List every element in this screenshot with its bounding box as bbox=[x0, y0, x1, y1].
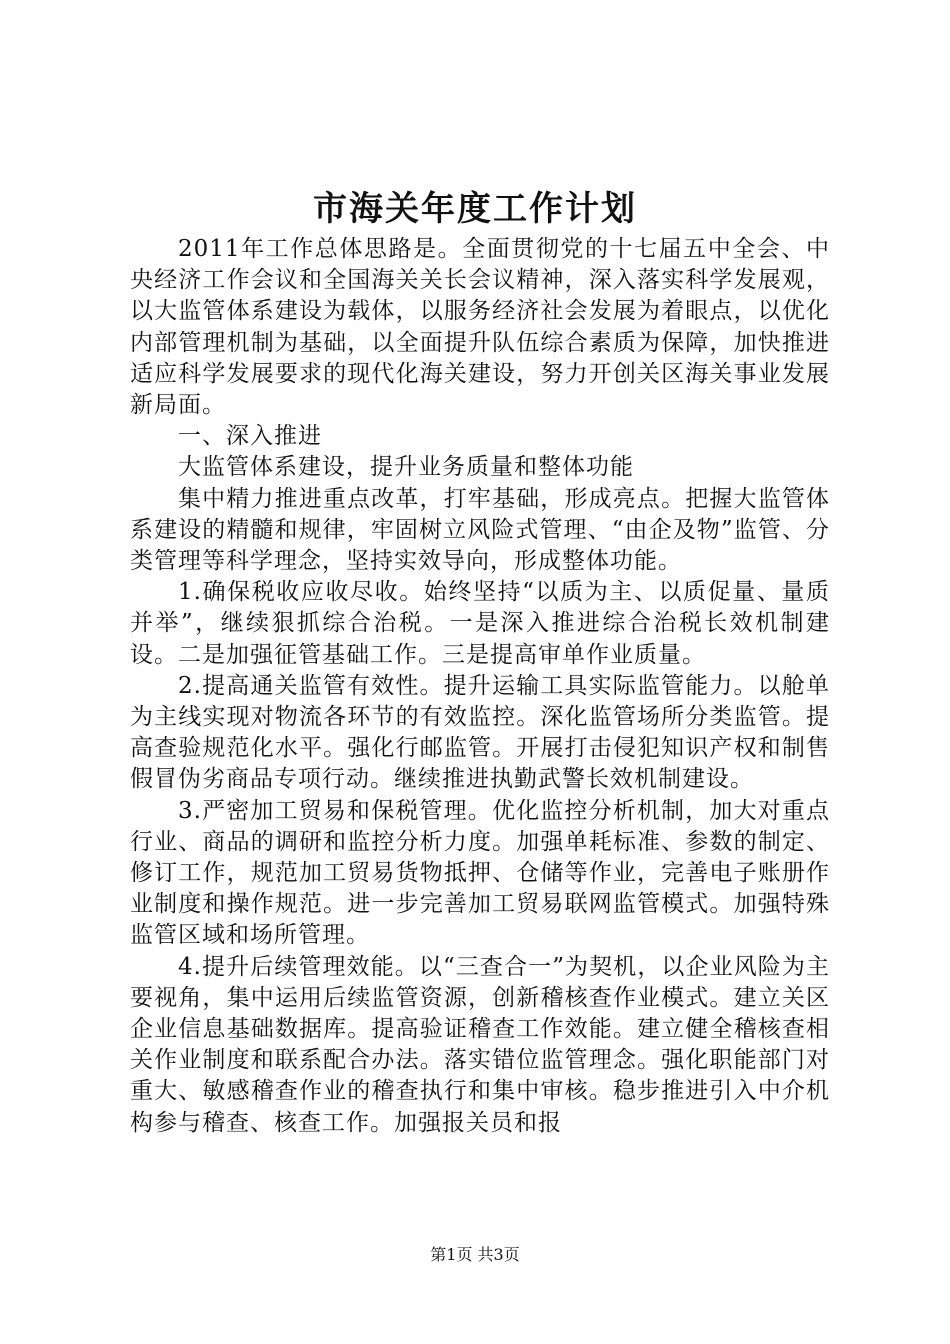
section-subheading: 大监管体系建设，提升业务质量和整体功能 bbox=[178, 454, 634, 481]
page-number-footer: 第1页 共3页 bbox=[430, 1245, 520, 1264]
paragraph-item-2: 2.提高通关监管有效性。提升运输工具实际监管能力。以舱单为主线实现对物流各环节的有效监控。深化监管场所分类监管。提高查验规范化水平。强化行邮监管。开展打击侵犯知识产权和制售假冒伪劣商品专项行动。继续推进执勤武警长效机制建设。 bbox=[130, 672, 830, 793]
document-title: 市海关年度工作计划 bbox=[313, 189, 637, 229]
paragraph-focus: 集中精力推进重点改革，打牢基础，形成亮点。把握大监管体系建设的精髓和规律，牢固树立风险式管理、“由企及物”监管、分类管理等科学理念，坚持实效导向，形成整体功能。 bbox=[130, 485, 830, 575]
paragraph-item-1: 1.确保税收应收尽收。始终坚持“以质为主、以质促量、量质并举”，继续狠抓综合治税。一是深入推进综合治税长效机制建设。二是加强征管基础工作。三是提高审单作业质量。 bbox=[130, 579, 830, 668]
paragraph-item-4: 4.提升后续管理效能。以“三查合一”为契机，以企业风险为主要视角，集中运用后续监管资源，创新稽核查作业模式。建立关区企业信息基础数据库。提高验证稽查工作效能。建立健全稽核查相关作业制度和联系配合办法。落实错位监管理念。强化职能部门对重大、敏感稽查作业的稽查执行和集中审核。稳步推进引入中介机构参与稽查、核查工作。加强报关员和报 bbox=[130, 953, 830, 1136]
paragraph-item-3: 3.严密加工贸易和保税管理。优化监控分析机制，加大对重点行业、商品的调研和监控分析力度。加强单耗标准、参数的制定、修订工作，规范加工贸易货物抵押、仓储等作业，完善电子账册作业制度和操作规范。进一步完善加工贸易联网监管模式。加强特殊监管区域和场所管理。 bbox=[130, 797, 830, 949]
document-body bbox=[130, 234, 830, 1139]
section-heading: 一、深入推进 bbox=[178, 423, 322, 450]
paragraph-overview: 2011年工作总体思路是。全面贯彻党的十七届五中全会、中央经济工作会议和全国海关关长会议精神，深入落实科学发展观，以大监管体系建设为载体，以服务经济社会发展为着眼点，以优化内部管理机制为基础，以全面提升队伍综合素质为保障，加快推进适应科学发展要求的现代化海关建设，努力开创关区海关事业发展新局面。 bbox=[130, 236, 830, 419]
